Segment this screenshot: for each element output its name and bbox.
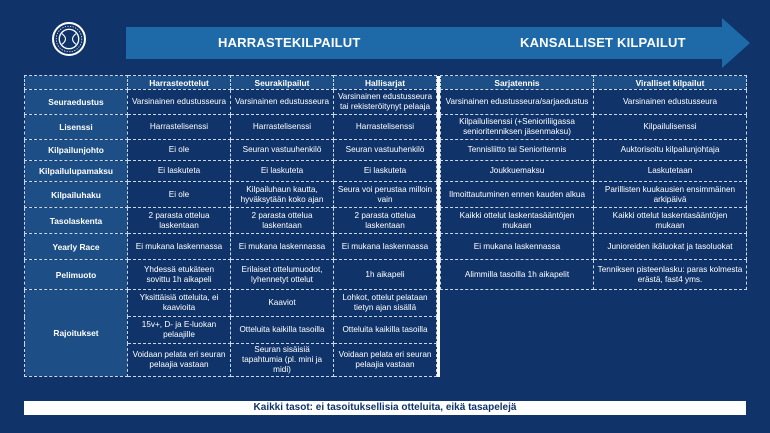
row-label: Seuraedustus bbox=[25, 90, 128, 115]
table-cell: Ei laskuteta bbox=[128, 161, 231, 182]
table-cell: Varsinainen edustusseura bbox=[594, 90, 747, 115]
table-header-row bbox=[25, 76, 747, 90]
column-header: Sarjatennis bbox=[441, 76, 594, 90]
table-cell: 2 parasta ottelua laskentaan bbox=[231, 208, 334, 234]
table-cell: Yhdessä etukäteen sovittu 1h aikapeli bbox=[128, 260, 231, 290]
column-header: Viralliset kilpailut bbox=[594, 76, 747, 90]
table-cell: Parillisten kuukausien ensimmäinen arkipäivä bbox=[594, 182, 747, 208]
footer-note: Kaikki tasot: ei tasoituksellisia otteluita, eikä tasapelejä bbox=[24, 401, 746, 415]
table-cell: Harrastelisenssi bbox=[128, 115, 231, 140]
table-cell: Ei laskuteta bbox=[231, 161, 334, 182]
table-cell: Ei mukana laskennassa bbox=[334, 234, 437, 260]
table-cell: 2 parasta ottelua laskentaan bbox=[334, 208, 437, 234]
table-row bbox=[25, 182, 747, 208]
table-cell: Harrastelisenssi bbox=[334, 115, 437, 140]
table-cell: Junioreiden ikäluokat ja tasoluokat bbox=[594, 234, 747, 260]
table-cell: Varsinainen edustusseura bbox=[128, 90, 231, 115]
national-competitions-title: KANSALLISET KILPAILUT bbox=[520, 35, 686, 50]
competition-category-arrow bbox=[126, 18, 750, 68]
table-cell: Laskutetaan bbox=[594, 161, 747, 182]
table-cell: Varsinainen edustusseura/sarjaedustus bbox=[441, 90, 594, 115]
table-row bbox=[25, 260, 747, 290]
table-cell: Harrastelisenssi bbox=[231, 115, 334, 140]
table-cell: Kilpailuhaun kautta, hyväksytään koko ajan bbox=[231, 182, 334, 208]
table-cell: Otteluita kaikilla tasoilla bbox=[231, 317, 334, 344]
table-row bbox=[25, 115, 747, 140]
table-cell: Seuran sisäisiä tapahtumia (pl. mini ja midi) bbox=[231, 344, 334, 377]
table-cell: Kaikki ottelut laskentasääntöjen mukaan bbox=[441, 208, 594, 234]
hobby-competitions-title: HARRASTEKILPAILUT bbox=[218, 35, 361, 50]
table-cell: Otteluita kaikilla tasoilla bbox=[334, 317, 437, 344]
table-cell: Auktorisoitu kilpailunjohtaja bbox=[594, 140, 747, 161]
table-row bbox=[25, 140, 747, 161]
tennis-ball-logo-icon bbox=[54, 24, 84, 54]
table-cell: Kaaviot bbox=[231, 290, 334, 317]
table-cell: Varsinainen edustusseura bbox=[231, 90, 334, 115]
table-cell: Varsinainen edustusseura tai rekisteröitynyt pelaaja bbox=[334, 90, 437, 115]
column-header: Hallisarjat bbox=[334, 76, 437, 90]
row-label: Lisenssi bbox=[25, 115, 128, 140]
table-cell: Seura voi perustaa milloin vain bbox=[334, 182, 437, 208]
table-cell: Ei mukana laskennassa bbox=[441, 234, 594, 260]
table-cell: Kaikki ottelut laskentasääntöjen mukaan bbox=[594, 208, 747, 234]
table-row bbox=[25, 290, 747, 317]
table-row bbox=[25, 208, 747, 234]
table-cell: Ilmoittautuminen ennen kauden alkua bbox=[441, 182, 594, 208]
competition-comparison-table bbox=[24, 75, 747, 377]
table-cell: Tenniksen pisteenlasku: paras kolmesta erästä, fast4 yms. bbox=[594, 260, 747, 290]
table-row bbox=[25, 234, 747, 260]
table-cell: Seuran vastuuhenkilö bbox=[334, 140, 437, 161]
table-cell: Joukkuemaksu bbox=[441, 161, 594, 182]
table-cell: Ei mukana laskennassa bbox=[128, 234, 231, 260]
table-cell: Yksittäisiä otteluita, ei kaavioita bbox=[128, 290, 231, 317]
table-cell: Kilpailulisenssi bbox=[594, 115, 747, 140]
table-cell: 15v+, D- ja E-luokan pelaajille bbox=[128, 317, 231, 344]
row-label: Pelimuoto bbox=[25, 260, 128, 290]
table-row bbox=[25, 90, 747, 115]
table-cell: Voidaan pelata eri seuran pelaajia vastaan bbox=[334, 344, 437, 377]
table-cell: 2 parasta ottelua laskentaan bbox=[128, 208, 231, 234]
empty-area bbox=[441, 290, 747, 377]
row-label: Yearly Race bbox=[25, 234, 128, 260]
column-header: Harrasteottelut bbox=[128, 76, 231, 90]
table-cell: Ei ole bbox=[128, 182, 231, 208]
table-cell: 1h aikapeli bbox=[334, 260, 437, 290]
table-row bbox=[25, 161, 747, 182]
table-cell: Ei ole bbox=[128, 140, 231, 161]
row-label: Kilpailuhaku bbox=[25, 182, 128, 208]
table-cell: Ei laskuteta bbox=[334, 161, 437, 182]
table-cell: Ei mukana laskennassa bbox=[231, 234, 334, 260]
table-cell: Kilpailulisenssi (+Senioriliigassa senioritenniksen jäsenmaksu) bbox=[441, 115, 594, 140]
row-label: Rajoitukset bbox=[25, 290, 128, 377]
row-label: Kilpailulupamaksu bbox=[25, 161, 128, 182]
table-cell: Erilaiset ottelumuodot, lyhennetyt ottelut bbox=[231, 260, 334, 290]
column-header: Seurakilpailut bbox=[231, 76, 334, 90]
table-cell: Alimmilla tasoilla 1h aikapelit bbox=[441, 260, 594, 290]
row-label: Tasolaskenta bbox=[25, 208, 128, 234]
table-cell: Lohkot, ottelut pelataan tietyn ajan sisällä bbox=[334, 290, 437, 317]
header-corner-cell bbox=[25, 76, 128, 90]
table-cell: Seuran vastuuhenkilö bbox=[231, 140, 334, 161]
row-label: Kilpailunjohto bbox=[25, 140, 128, 161]
club-logo bbox=[52, 22, 86, 56]
table-cell: Voidaan pelata eri seuran pelaajia vastaan bbox=[128, 344, 231, 377]
table-cell: Tennisliitto tai Senioritennis bbox=[441, 140, 594, 161]
